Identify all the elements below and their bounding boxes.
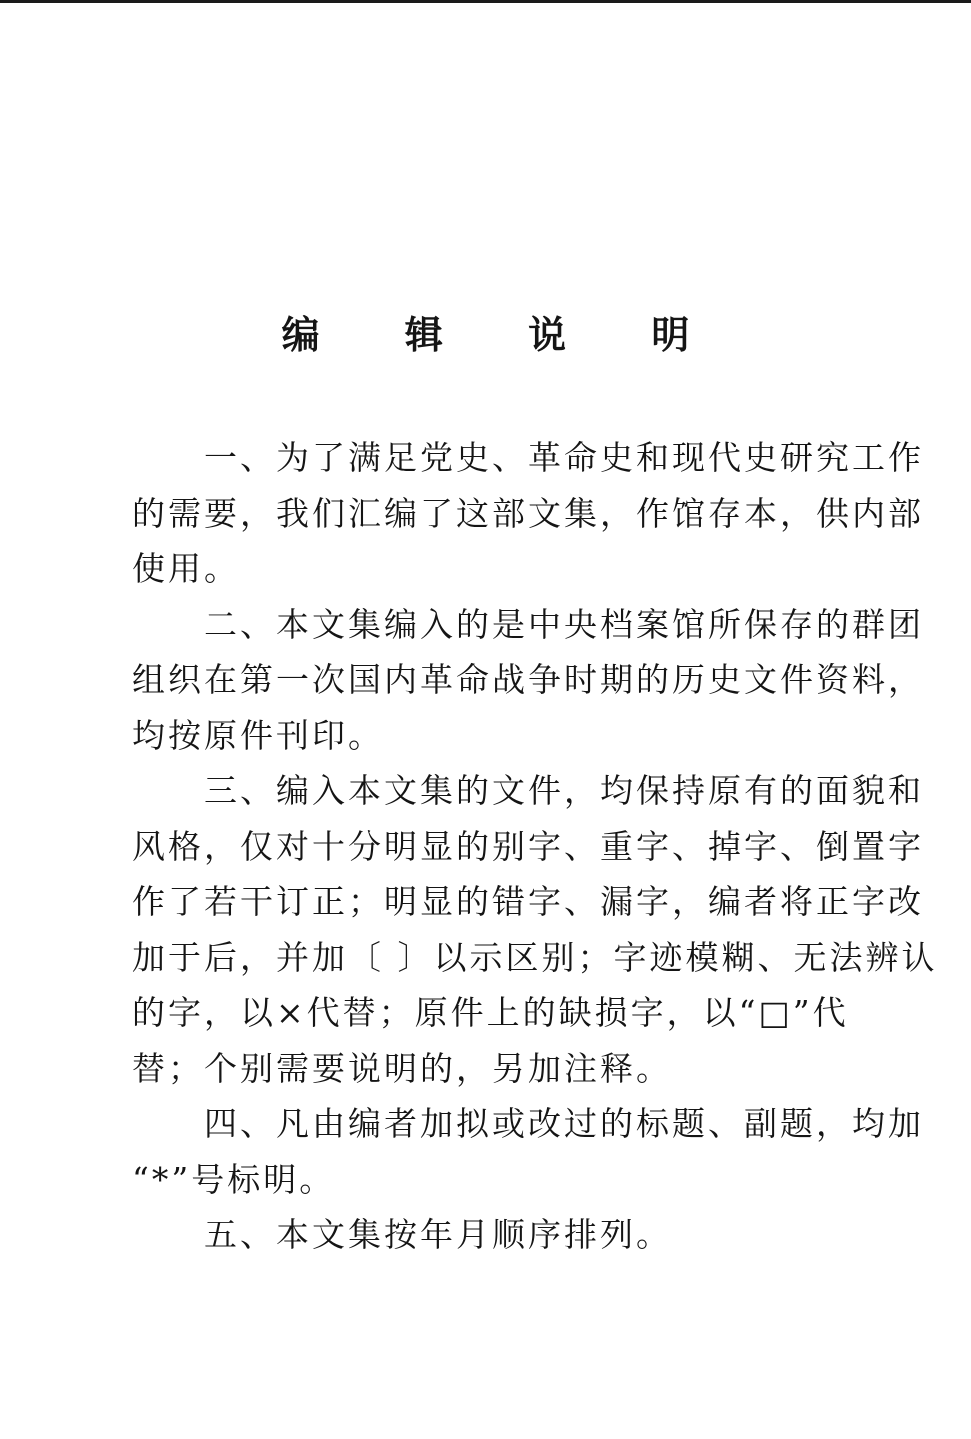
paragraph-line: 的字，以×代替；原件上的缺损字，以“□”代 bbox=[132, 993, 849, 1032]
paragraph-line: 使用。 bbox=[132, 549, 240, 588]
paragraph-5 bbox=[132, 1207, 877, 1263]
top-border-rule bbox=[0, 0, 971, 3]
paragraph-3 bbox=[132, 763, 938, 1096]
paragraph-line: 风格，仅对十分明显的别字、重字、掉字、倒置字 bbox=[132, 826, 924, 866]
paragraph-line: 替；个别需要说明的，另加注释。 bbox=[132, 1048, 672, 1088]
paragraph-line: 四、凡由编者加拟或改过的标题、副题，均加 bbox=[204, 1104, 924, 1143]
paragraph-line: 二、本文集编入的是中央档案馆所保存的群团 bbox=[204, 604, 924, 644]
paragraph-4 bbox=[132, 1096, 924, 1207]
paragraph-2 bbox=[132, 597, 924, 764]
paragraph-line: 五、本文集按年月顺序排列。 bbox=[204, 1215, 672, 1254]
paragraph-line: 加于后，并加〔 〕以示区别；字迹模糊、无法辨认 bbox=[132, 937, 938, 977]
editorial-notes-body bbox=[132, 430, 938, 1263]
paragraph-line: 一、为了满足党史、革命史和现代史研究工作 bbox=[204, 438, 924, 477]
paragraph-line: 三、编入本文集的文件，均保持原有的面貌和 bbox=[204, 771, 924, 810]
paragraph-line: 组织在第一次国内革命战争时期的历史文件资料， bbox=[132, 660, 924, 699]
paragraph-line: 作了若干订正；明显的错字、漏字，编者将正字改 bbox=[132, 882, 924, 921]
paragraph-line: 的需要，我们汇编了这部文集，作馆存本，供内部 bbox=[132, 493, 924, 533]
paragraph-line: 均按原件刊印。 bbox=[132, 715, 384, 755]
page-title: 编 辑 说 明 bbox=[281, 312, 726, 358]
paragraph-line: “*”号标明。 bbox=[132, 1159, 336, 1199]
paragraph-1 bbox=[132, 430, 924, 597]
